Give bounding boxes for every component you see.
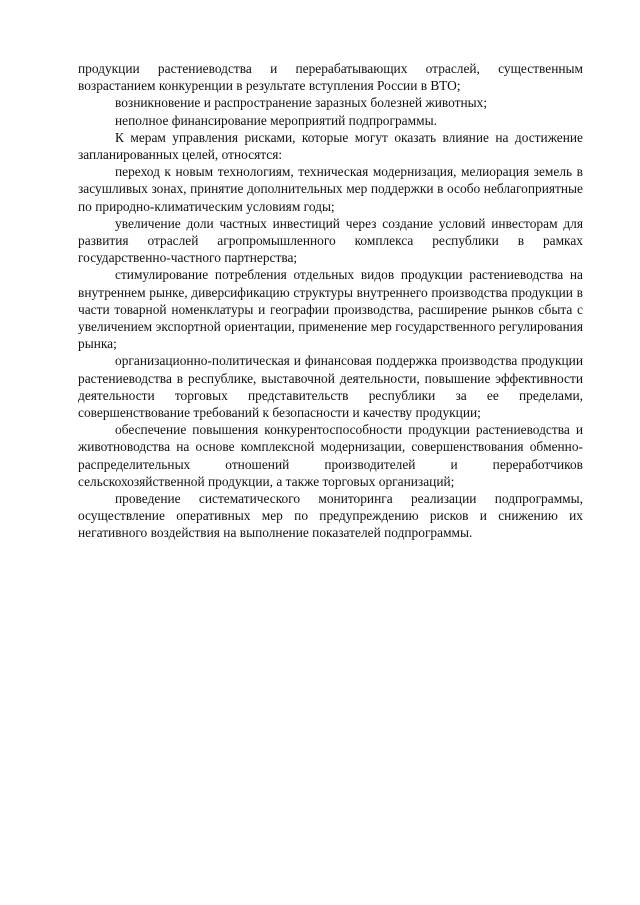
paragraph-animal-diseases: возникновение и распространение заразных болезней животных; [115,95,488,111]
paragraph-private-investment: увеличение доли частных инвестиций через создание условий инвесторам для развития отраслей агропромышленного комплекса республики в рамках государственно-частного партнерства; [78,215,583,266]
paragraph-continuation: продукции растениеводства и перерабатывающих отраслей, существенным возрастанием конкуренции в результате вступления России в ВТО; [78,61,583,94]
paragraph-underfunding: неполное финансирование мероприятий подпрограммы. [115,112,437,128]
paragraph-organizational-support: организационно-политическая и финансовая поддержка производства продукции растениеводства в республике, выставочной деятельности, повышение эффективности деятельности торговых представительств республики за ее пределами, совершенствование требований к безопасности и качеству продукции; [78,353,583,421]
body-text [78,60,583,542]
paragraph-monitoring: проведение систематического мониторинга реализации подпрограммы, осуществление оперативных мер по предупреждению рисков и снижению их негативного воздействия на выполнение показателей подпрограммы. [78,491,583,541]
paragraph-consumption-stimulation: стимулирование потребления отдельных видов продукции растениеводства на внутреннем рынке, диверсификацию структуры внутреннего производства продукции в части товарной номенклатуры и географии производства, расширение рынков сбыта с увеличением экспортной ориентации, применение мер государственного регулирования рынка; [78,267,583,352]
paragraph-new-technologies: переход к новым технологиям, техническая модернизация, мелиорация земель в засушливых зонах, принятие дополнительных мер поддержки в особо неблагоприятные по природно-климатическим условиям годы; [78,164,583,214]
paragraph-risk-measures-intro: К мерам управления рисками, которые могут оказать влияние на достижение запланированных целей, относятся: [78,129,583,163]
paragraph-competitiveness: обеспечение повышения конкурентоспособности продукции растениеводства и животноводства на основе комплексной модернизации, совершенствования обменно-распределительных отношений производителей и переработчиков сельскохозяйственной продукции, а также торговых организаций; [78,422,583,489]
